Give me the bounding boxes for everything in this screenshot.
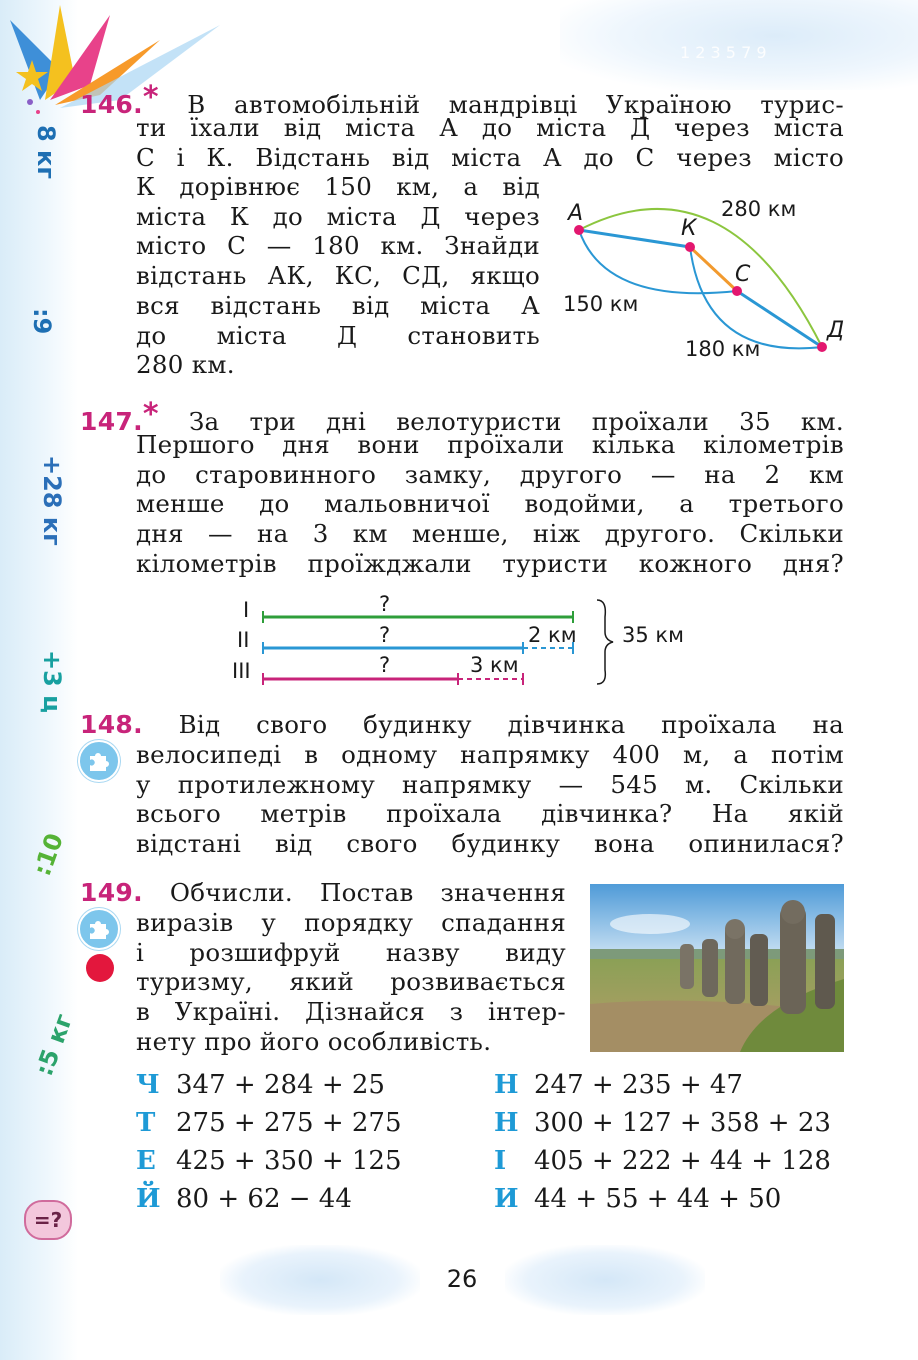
cipher-letter: Н xyxy=(494,1108,519,1138)
task-147-star: * xyxy=(142,397,159,432)
task-148-line: у протилежному напрямку — 545 м. Скільки xyxy=(136,769,844,799)
task-146-number: 146. xyxy=(80,90,143,119)
expression-row xyxy=(494,1108,831,1138)
question-day2: ? xyxy=(379,623,391,647)
stone-statues-photo xyxy=(590,884,844,1052)
task-149-line: в Україні. Дізнайся з інтер- xyxy=(136,997,566,1027)
task-146-text: В автомобільній мандрівці Україною турис- xyxy=(187,90,844,119)
task-146-line: С і К. Відстань від міста А до С через місто xyxy=(136,142,844,172)
task-149-body xyxy=(80,878,566,908)
point-c xyxy=(732,286,742,296)
route-arc-ad xyxy=(579,209,822,347)
cipher-letter: І xyxy=(494,1146,507,1176)
segment-diagram xyxy=(225,592,705,687)
task-146-line: відстань АК, КС, СД, якщо xyxy=(136,261,540,291)
task-148-line: відстані від свого будинку вона опинилася? xyxy=(136,829,844,859)
expression-text: 44 + 55 + 44 + 50 xyxy=(534,1184,782,1214)
task-147-line: кілометрів проїжджали туристи кожного дня? xyxy=(136,548,844,578)
diff-label-day2: 2 км xyxy=(528,623,577,647)
expression-row xyxy=(494,1146,831,1176)
expression-text: 405 + 222 + 44 + 128 xyxy=(534,1146,831,1176)
top-decoration xyxy=(560,0,918,90)
sidebar-label-div10: :10 xyxy=(28,829,70,880)
red-dot-marker xyxy=(86,954,114,982)
expression-row xyxy=(136,1184,352,1214)
expression-row xyxy=(136,1108,402,1138)
task-146-line: до міста Д становить xyxy=(136,320,540,350)
task-149-body-rest xyxy=(136,908,566,1057)
number-stars-decoration xyxy=(560,0,918,90)
sidebar-label-div5kg: :5 кг xyxy=(30,1010,79,1080)
expression-text: 425 + 350 + 125 xyxy=(176,1146,402,1176)
expression-text: 80 + 62 − 44 xyxy=(176,1184,352,1214)
label-point-k: К xyxy=(681,216,697,241)
diff-label-day3: 3 км xyxy=(470,653,519,677)
expression-row xyxy=(136,1146,402,1176)
expression-row xyxy=(494,1070,743,1100)
task-147-line: дня — на 3 км менше, ніж другого. Скільки xyxy=(136,519,844,549)
task-149-line: і розшифруй назву виду xyxy=(136,937,566,967)
task-149-line: туризму, який розвивається xyxy=(136,967,566,997)
row-label-day2: II xyxy=(237,628,250,652)
label-ac-distance: 150 км xyxy=(563,292,639,316)
cipher-letter: Т xyxy=(136,1108,156,1138)
question-day1: ? xyxy=(379,592,391,616)
cipher-letter: Н xyxy=(494,1070,519,1100)
task-146-line: ти їхали від міста А до міста Д через міста xyxy=(136,113,844,142)
row-label-day3: III xyxy=(232,659,251,683)
task-146-line: міста К до міста Д через xyxy=(136,201,540,231)
puzzle-icon xyxy=(78,908,120,950)
sidebar-label-plus3c: +3 ц xyxy=(38,650,66,713)
task-148-line: велосипеді в одному напрямку 400 м, а потім xyxy=(136,740,844,769)
expression-text: 347 + 284 + 25 xyxy=(176,1070,385,1100)
task-146-line: вся відстань від міста А xyxy=(136,290,540,320)
expression-text: 300 + 127 + 358 + 23 xyxy=(534,1108,831,1138)
puzzle-icon xyxy=(78,740,120,782)
brace xyxy=(597,600,613,684)
task-147-line: Першого дня вони проїхали кілька кілометрів xyxy=(136,430,844,459)
task-146-line: К дорівнює 150 км, а від xyxy=(136,172,540,201)
label-point-c: С xyxy=(735,262,751,287)
cipher-letter: Ч xyxy=(136,1070,160,1100)
route-arc-ac xyxy=(579,230,737,293)
expression-text: 247 + 235 + 47 xyxy=(534,1070,743,1100)
point-d xyxy=(817,342,827,352)
task-148-line xyxy=(80,710,844,740)
task-148-line: всього метрів проїхала дівчинка? На якій xyxy=(136,799,844,829)
sidebar-label-div9: :9 xyxy=(28,308,56,335)
task-147-text: За три дні велотуристи проїхали 35 км. xyxy=(188,407,844,436)
cipher-letter: Е xyxy=(136,1146,156,1176)
label-kd-distance: 180 км xyxy=(685,337,761,361)
point-k xyxy=(685,242,695,252)
question-equals-icon: =? xyxy=(24,1200,72,1240)
task-147-line: менше до мальовничої водойми, а третього xyxy=(136,489,844,519)
point-a xyxy=(574,225,584,235)
segment-ak xyxy=(579,230,690,247)
expression-text: 275 + 275 + 275 xyxy=(176,1108,402,1138)
segment-kc xyxy=(690,247,737,291)
row-label-day1: I xyxy=(243,598,250,622)
cipher-letter: И xyxy=(494,1184,519,1214)
task-147-body-rest xyxy=(136,430,844,579)
task-148-body xyxy=(80,710,844,740)
task-149-text: Обчисли. Постав значення xyxy=(169,878,566,907)
task-149-line: нету про його особливість. xyxy=(136,1026,492,1056)
task-146-line: місто С — 180 км. Знайди xyxy=(136,231,540,261)
expression-row xyxy=(494,1184,781,1214)
footer-cloud-left xyxy=(220,1245,420,1315)
route-diagram xyxy=(555,185,855,375)
task-146-star: * xyxy=(142,80,159,115)
cipher-letter: Й xyxy=(136,1184,161,1214)
label-point-a: А xyxy=(568,201,584,226)
task-147-line: до старовинного замку, другого — на 2 км xyxy=(136,459,844,489)
task-148-body-rest xyxy=(136,740,844,859)
task-148-number: 148. xyxy=(80,710,143,739)
task-147-number: 147. xyxy=(80,407,143,436)
footer-cloud-right xyxy=(505,1245,705,1315)
svg-text:1 2 3 5 7 9: 1 2 3 5 7 9 xyxy=(680,43,767,62)
task-149-line xyxy=(80,878,566,908)
task-146-left-text xyxy=(136,172,540,380)
expression-row xyxy=(136,1070,385,1100)
task-148-text: Від свого будинку дівчинка проїхала на xyxy=(178,710,844,739)
page-number: 26 xyxy=(446,1265,478,1293)
total-distance-label: 35 км xyxy=(622,623,684,647)
task-146-line: 280 км. xyxy=(136,350,235,380)
sidebar-label-plus28kg: +28 кг xyxy=(38,455,66,546)
question-day3: ? xyxy=(379,653,391,677)
task-146-body xyxy=(136,113,844,172)
task-149-number: 149. xyxy=(80,878,143,907)
label-total-distance: 280 км xyxy=(721,197,797,221)
label-point-d: Д xyxy=(827,318,845,343)
task-149-line: виразів у порядку спадання xyxy=(136,908,566,937)
sidebar-label-8kg: 8 кг xyxy=(32,125,60,179)
